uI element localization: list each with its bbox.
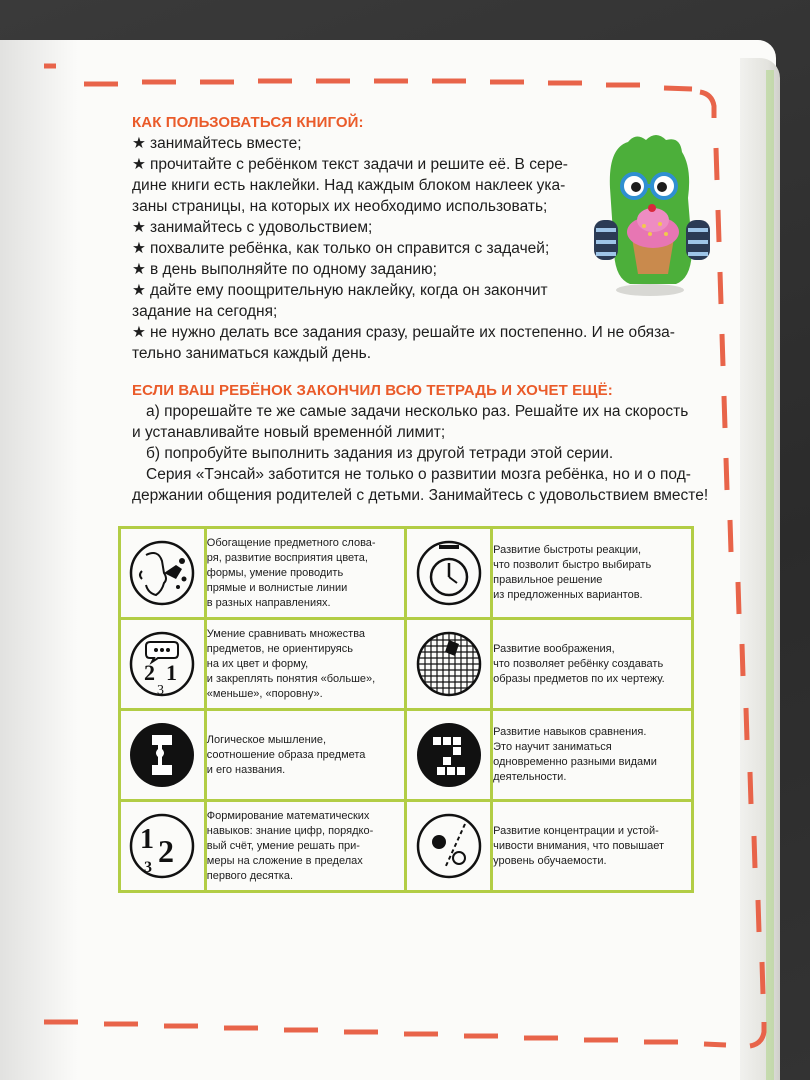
skill-description-line: деятельности. — [493, 771, 567, 783]
instruction-item — [132, 154, 702, 217]
instruction-line — [132, 322, 702, 343]
skill-description-line: из предложенных вариантов. — [493, 589, 643, 601]
instruction-item — [132, 259, 702, 280]
skills-row — [120, 528, 693, 619]
instruction-text: тельно заниматься каждый день. — [132, 345, 372, 362]
instruction-item — [132, 238, 702, 259]
skill-description-line: Формирование математических — [206, 809, 370, 822]
star-bullet-icon: ★ — [132, 282, 146, 299]
skill-description — [205, 528, 406, 619]
heading-how-to-use: КАК ПОЛЬЗОВАТЬСЯ КНИГОЙ: — [132, 114, 364, 131]
after-line: держании общения родителей с детьми. Занимайтесь с удовольствием вместе! — [132, 487, 709, 504]
instruction-text: задание на сегодня; — [132, 303, 278, 320]
skill-description — [205, 801, 406, 892]
instruction-text: занимайтесь с удовольствием; — [150, 219, 373, 236]
instruction-item — [132, 322, 702, 364]
skill-description-line: Обогащение предметного слова- — [206, 536, 376, 549]
stopwatch-icon — [406, 528, 492, 619]
skill-description-line: Это научит заниматься — [493, 741, 612, 753]
skill-description-line: в разных направлениях. — [206, 596, 331, 609]
skill-description-line: ря, развитие восприятия цвета, — [206, 551, 368, 564]
numbers-bubble-icon — [120, 619, 206, 710]
instruction-text: дине книги есть наклейки. Над каждым блоком наклеек ука- — [132, 177, 566, 194]
after-line: б) попробуйте выполнить задания из другой тетради этой серии. — [146, 445, 614, 462]
skill-description-line: что позволяет ребёнку создавать — [493, 657, 664, 670]
skill-description-line: соотношение образа предмета — [206, 748, 366, 761]
skill-description-line: Развитие воображения, — [493, 642, 615, 655]
skill-description-line: Логическое мышление, — [206, 733, 327, 746]
instruction-line — [132, 154, 702, 175]
instruction-item — [132, 133, 702, 154]
instruction-line — [132, 133, 702, 154]
instruction-text: в день выполняйте по одному заданию; — [150, 261, 437, 278]
skill-description-line: вый счёт, умение решать при- — [206, 839, 360, 852]
after-line: Серия «Тэнсай» заботится не только о развитии мозга ребёнка, но и о под- — [146, 466, 691, 483]
skill-description-line: Развитие концентрации и устой- — [493, 824, 659, 837]
instruction-text: дайте ему поощрительную наклейку, когда он закончит — [150, 282, 548, 299]
skill-description-line: первого десятка. — [206, 869, 293, 882]
skill-description-line: что позволит быстро выбирать — [493, 559, 652, 571]
skills-row — [120, 710, 693, 801]
skill-description-line: предметов, не ориентируясь — [206, 642, 353, 655]
frame-top-dashes — [44, 66, 714, 118]
instruction-line — [132, 343, 702, 364]
instruction-line — [132, 175, 702, 196]
svg-text:2: 2 — [158, 833, 175, 869]
skill-description-line: формы, умение проводить — [206, 566, 344, 579]
puzzle-icon — [120, 710, 206, 801]
instruction-text: прочитайте с ребёнком текст задачи и решите её. В сере- — [150, 156, 568, 173]
skill-description — [492, 528, 693, 619]
svg-text:1: 1 — [140, 824, 155, 855]
svg-text:3: 3 — [157, 683, 165, 698]
skill-description-line: и закреплять понятия «больше», — [206, 672, 376, 685]
skill-description-line: чивости внимания, что повышает — [493, 839, 665, 852]
skill-description-line: прямые и волнистые линии — [206, 581, 348, 594]
star-bullet-icon: ★ — [132, 135, 146, 152]
star-bullet-icon: ★ — [132, 240, 146, 257]
instruction-line — [132, 280, 702, 301]
skill-description — [492, 619, 693, 710]
skill-description-line: на их цвет и форму, — [206, 657, 309, 670]
svg-text:2: 2 — [144, 660, 156, 685]
svg-text:3: 3 — [144, 859, 153, 876]
instruction-item — [132, 280, 702, 322]
instruction-line — [132, 301, 702, 322]
blocks-icon — [406, 710, 492, 801]
skill-description-line: навыков: знание цифр, порядко- — [206, 824, 374, 837]
instruction-line — [132, 259, 702, 280]
instruction-text: заны страницы, на которых их необходимо использовать; — [132, 198, 548, 215]
skill-description-line: «меньше», «поровну». — [206, 687, 323, 700]
after-list — [132, 401, 709, 506]
star-bullet-icon: ★ — [132, 219, 146, 236]
skill-description — [492, 710, 693, 801]
after-line: а) прорешайте те же самые задачи несколько раз. Решайте их на скорость — [146, 403, 689, 420]
skill-description-line: Развитие быстроты реакции, — [493, 544, 642, 556]
instruction-line — [132, 196, 702, 217]
face-eye-icon — [120, 528, 206, 619]
skills-table — [118, 526, 694, 893]
instructions-block — [132, 112, 709, 506]
instructions-list — [132, 133, 702, 364]
skill-description-line: уровень обучаемости. — [493, 854, 607, 867]
instruction-line — [132, 217, 702, 238]
skill-description-line: правильное решение — [493, 574, 603, 586]
skill-description-line: Умение сравнивать множества — [206, 627, 366, 640]
skill-description — [205, 619, 406, 710]
after-line: и устанавливайте новый временно́й лимит; — [132, 424, 446, 441]
star-bullet-icon: ★ — [132, 156, 146, 173]
skill-description-line: Развитие навыков сравнения. — [493, 726, 647, 738]
instruction-line — [132, 238, 702, 259]
star-bullet-icon: ★ — [132, 324, 146, 341]
skill-description-line: образы предметов по их чертежу. — [493, 672, 665, 685]
skill-description-line: меры на сложение в пределах — [206, 854, 363, 867]
grid-icon — [406, 619, 492, 710]
instruction-item — [132, 217, 702, 238]
heading-if-finished: ЕСЛИ ВАШ РЕБЁНОК ЗАКОНЧИЛ ВСЮ ТЕТРАДЬ И ХОЧЕТ ЕЩЁ: — [132, 382, 613, 399]
digits-icon — [120, 801, 206, 892]
frame-bottom-dashes — [44, 1022, 726, 1045]
skill-description — [492, 801, 693, 892]
instruction-text: не нужно делать все задания сразу, решайте их постепенно. И не обяза- — [150, 324, 675, 341]
skills-row — [120, 619, 693, 710]
star-bullet-icon: ★ — [132, 261, 146, 278]
skill-description-line: одновременно разными видами — [493, 756, 657, 768]
svg-text:1: 1 — [166, 660, 178, 685]
instruction-text: похвалите ребёнка, как только он справится с задачей; — [150, 240, 550, 257]
frame-right-dashes — [716, 148, 764, 1046]
skills-row — [120, 801, 693, 892]
instruction-text: занимайтесь вместе; — [150, 135, 302, 152]
dot-line-icon — [406, 801, 492, 892]
skill-description — [205, 710, 406, 801]
skill-description-line: и его названия. — [206, 763, 286, 776]
